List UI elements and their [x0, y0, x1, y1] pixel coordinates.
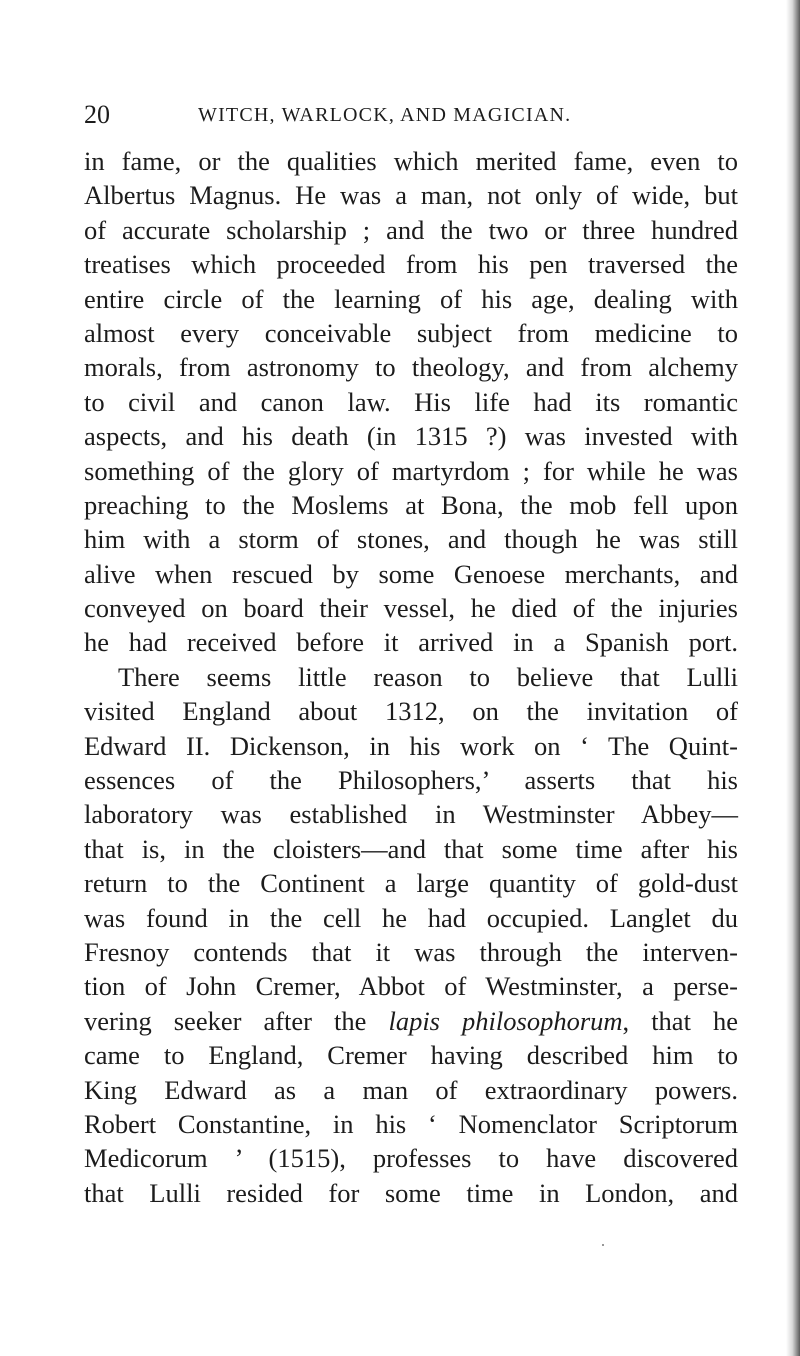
text-line: something of the glory of martyrdom ; for while he was [84, 455, 738, 486]
paragraph-end-line: he had received before it arrived in a Spanish port. [84, 627, 738, 658]
text-line: of accurate scholarship ; and the two or three hundred [84, 214, 738, 245]
text-line: Robert Constantine, in his ‘ Nomenclator Scriptorum [84, 1108, 738, 1139]
text-line: laboratory was established in Westminster Abbey— [84, 799, 738, 830]
running-head [84, 98, 744, 132]
text-line: essences of the Philosophers,’ asserts that his [84, 765, 738, 796]
running-head-title: WITCH, WARLOCK, AND MAGICIAN. [198, 104, 572, 126]
text-line: in fame, or the qualities which merited fame, even to [84, 146, 738, 176]
text-line: Albertus Magnus. He was a man, not only of wide, but [84, 180, 738, 211]
text-line: Fresnoy contends that it was through the interven- [84, 936, 738, 967]
line-text-after: , that he [622, 1005, 738, 1036]
italic-phrase: lapis philosophorum [388, 1005, 623, 1036]
text-line: Edward II. Dickenson, in his work on ‘ The Quint- [84, 730, 738, 761]
paragraph-start-line: There seems little reason to believe that Lulli [118, 661, 738, 692]
text-line: visited England about 1312, on the invitation of [84, 696, 738, 727]
text-line: that Lulli resided for some time in London, and [84, 1177, 738, 1208]
print-speck [602, 1244, 604, 1246]
body-text [84, 144, 738, 1210]
text-line: to civil and canon law. His life had its romantic [84, 386, 738, 417]
text-line: came to England, Cremer having described him to [84, 1040, 738, 1071]
text-line: almost every conceivable subject from medicine to [84, 317, 738, 348]
text-line: him with a storm of stones, and though he was still [84, 524, 738, 555]
text-line: tion of John Cremer, Abbot of Westminster, a perse- [84, 971, 738, 1002]
text-line: preaching to the Moslems at Bona, the mob fell upon [84, 489, 738, 520]
text-line: alive when rescued by some Genoese merchants, and [84, 558, 738, 589]
text-line: Medicorum ’ (1515), professes to have discovered [84, 1143, 738, 1174]
line-text-before: vering seeker after the [84, 1005, 389, 1036]
text-line: treatises which proceeded from his pen traversed the [84, 249, 738, 280]
text-line-with-italic [84, 1004, 738, 1038]
text-line: King Edward as a man of extraordinary powers. [84, 1074, 738, 1105]
page-number: 20 [84, 100, 110, 129]
text-line: morals, from astronomy to theology, and from alchemy [84, 352, 738, 383]
text-line: conveyed on board their vessel, he died of the injuries [84, 593, 738, 624]
text-line: that is, in the cloisters—and that some time after his [84, 833, 738, 864]
text-line: was found in the cell he had occupied. Langlet du [84, 902, 738, 933]
text-line: return to the Continent a large quantity of gold-dust [84, 868, 738, 899]
text-line: entire circle of the learning of his age, dealing with [84, 283, 738, 314]
text-line: aspects, and his death (in 1315 ?) was invested with [84, 421, 738, 452]
page-edge-shadow [786, 0, 800, 1356]
